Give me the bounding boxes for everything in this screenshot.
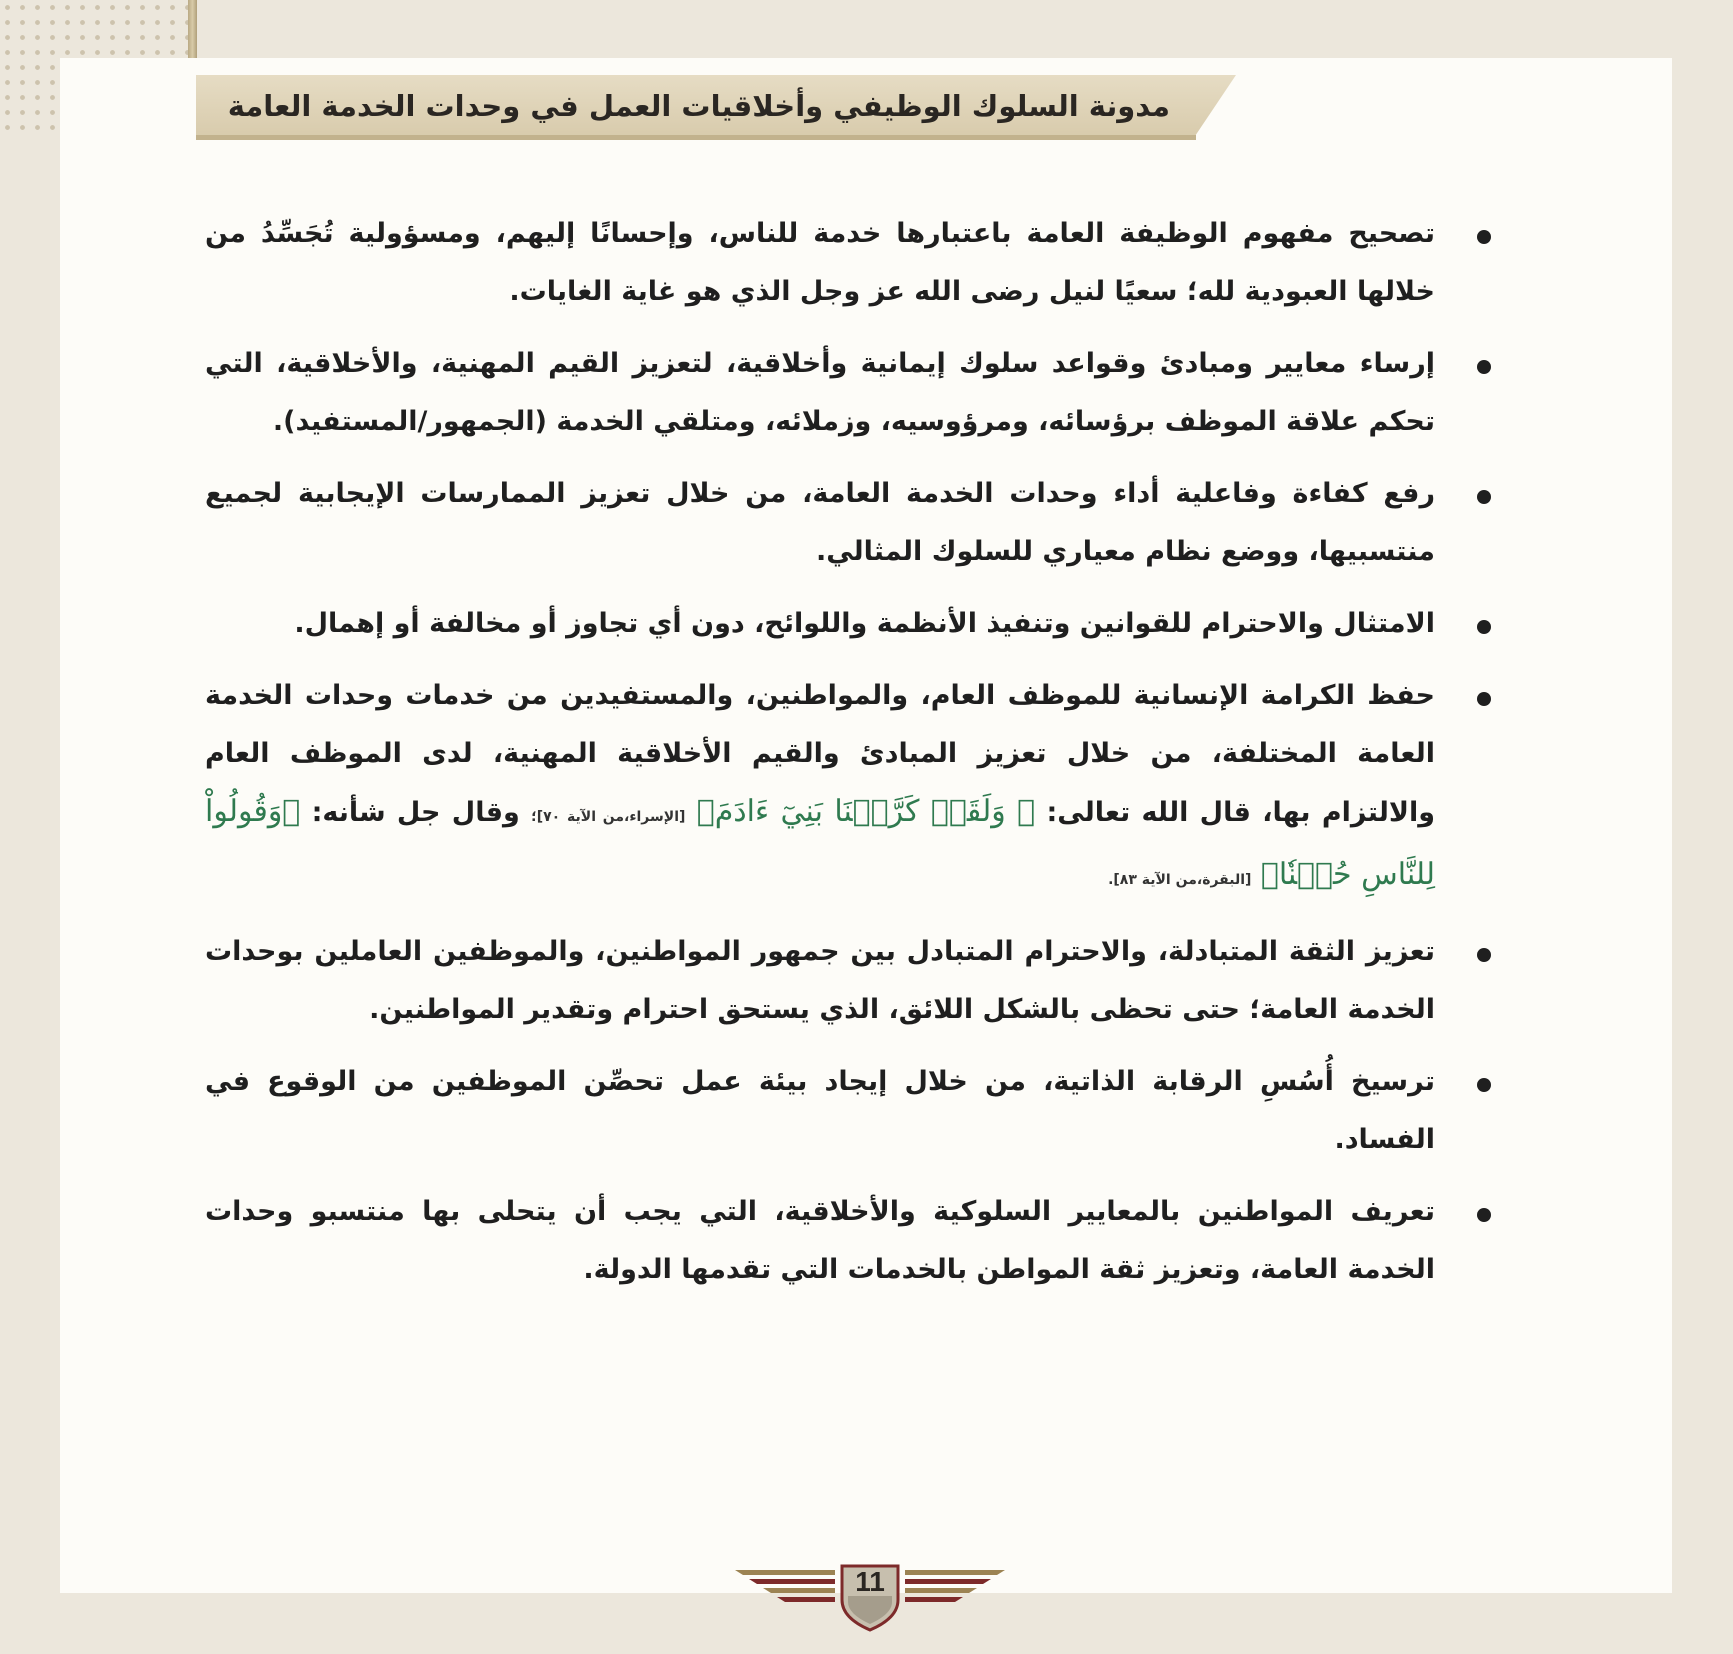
quran-verse: ﴿وَقُولُواْ لِلنَّاسِ حُسۡنٗا﴾ [205, 794, 1435, 892]
list-item-text: إرساء معايير ومبادئ وقواعد سلوك إيمانية وأخلاقية، لتعزيز القيم المهنية، والأخلاقية، التي تحكم علاقة الموظف برؤسائه، ومرؤوسيه، وزملائه، ومتلقي الخدمة (الجمهور/المستفيد). [205, 348, 1435, 437]
verse-reference: [البقرة،من الآية ٨٣]. [1108, 872, 1252, 888]
page-title: مدونة السلوك الوظيفي وأخلاقيات العمل في وحدات الخدمة العامة [227, 89, 1170, 123]
verse-reference: [الإسراء،من الآية ٧٠]؛ [531, 809, 686, 825]
list-item-text: تعزيز الثقة المتبادلة، والاحترام المتبادل بين جمهور المواطنين، والموظفين العاملين بوحدات الخدمة العامة؛ حتى تحظى بالشكل اللائق، الذي يستحق احترام وتقدير المواطنين. [205, 936, 1435, 1025]
list-item [205, 595, 1495, 653]
bullet-icon [1477, 692, 1491, 706]
list-item [205, 1053, 1495, 1169]
list-item [205, 667, 1495, 909]
list-item-text: ترسيخ أُسُسِ الرقابة الذاتية، من خلال إيجاد بيئة عمل تحصِّن الموظفين من الوقوع في الفساد. [205, 1066, 1435, 1155]
list-item [205, 923, 1495, 1039]
right-wing-icon [905, 1570, 1005, 1602]
bullet-icon [1477, 948, 1491, 962]
bullet-icon [1477, 1078, 1491, 1092]
list-item [205, 1183, 1495, 1299]
list-item-text: وقال جل شأنه: [311, 797, 520, 828]
left-wing-icon [735, 1570, 835, 1602]
list-item-text: حفظ الكرامة الإنسانية للموظف العام، والمواطنين، والمستفيدين من خدمات وحدات الخدمة العامة المختلفة، من خلال تعزيز المبادئ والقيم الأخلاقية المهنية، لدى الموظف العام والالتزام بها، قال الله تعالى: [205, 680, 1436, 828]
page-number: 11 [855, 1566, 885, 1597]
list-item [205, 465, 1495, 581]
bullet-icon [1477, 490, 1491, 504]
list-item-text: رفع كفاءة وفاعلية أداء وحدات الخدمة العامة، من خلال تعزيز الممارسات الإيجابية لجميع منتسبيها، ووضع نظام معياري للسلوك المثالي. [205, 478, 1435, 567]
page-number-wings-badge [735, 1562, 1005, 1632]
bullet-icon [1477, 360, 1491, 374]
bullet-icon [1477, 620, 1491, 634]
quran-verse: ﴿ وَلَقَدۡ كَرَّمۡنَا بَنِيٓ ءَادَمَ﴾ [696, 794, 1036, 829]
list-item [205, 205, 1495, 321]
list-item [205, 335, 1495, 451]
bullet-icon [1477, 1208, 1491, 1222]
bullet-list [205, 205, 1495, 1313]
list-item-text: تعريف المواطنين بالمعايير السلوكية والأخلاقية، التي يجب أن يتحلى بها منتسبو وحدات الخدمة العامة، وتعزيز ثقة المواطن بالخدمات التي تقدمها الدولة. [205, 1196, 1435, 1285]
list-item-text: الامتثال والاحترام للقوانين وتنفيذ الأنظمة واللوائح، دون أي تجاوز أو مخالفة أو إهمال. [294, 608, 1435, 639]
bullet-icon [1477, 230, 1491, 244]
list-item-text: تصحيح مفهوم الوظيفة العامة باعتبارها خدمة للناس، وإحسانًا إليهم، ومسؤولية تُجَسِّدُ من خلالها العبودية لله؛ سعيًا لنيل رضى الله عز وجل الذي هو غاية الغايات. [205, 218, 1435, 307]
